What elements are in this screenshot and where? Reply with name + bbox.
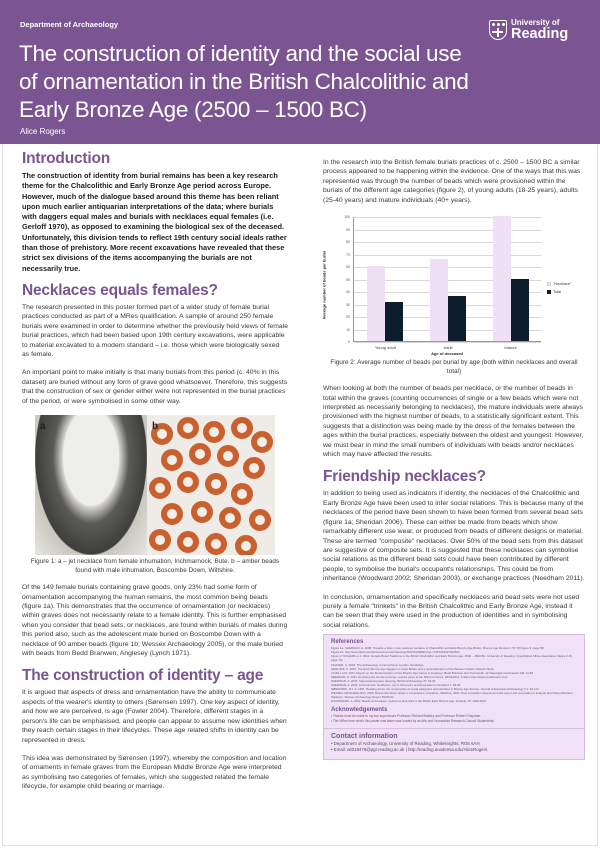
chart-x-tick: Young adult (374, 345, 396, 351)
reference-item: WESSEX ARCHAEOLOGY 2005. Boscombe Down phase V excavations, Amesbury, Wiltshire, 2004. Post excavation assessment and report and proposals for analysis and final publication. Salisbury: Wessex Archaeology Report 56240.02. (331, 691, 574, 700)
reference-item: GERLOFF, S. 1975. The Early Bronze Age daggers in Great Britain and a reconsideration of the Wessex Culture. Munich: Beck (331, 666, 494, 671)
chart-bar-necklace (367, 266, 385, 341)
reference-item: WOODWARD, A. 2002. Beads and beakers: heirlooms and relics in the British Early Bronze Age. Antiquity 76: 1040-1047. (331, 699, 487, 704)
right-paragraph-2: When looking at both the number of beads per necklace, or the number of beads in total within the graves (counting occurrences of single or a few beads which were not interpreted as necessarily belonging to necklaces), the mature individuals were always provisioned with the highest number of beads, to a statistically significant extent. This suggests that a distinction was being made by the dress of the females between the ages within the burial practices, especially between the oldest and youngest. However, we must bear in mind the small numbers of individuals with beads and/or necklaces which may have affected the results. (323, 385, 584, 459)
chart-y-tick: 40 (346, 290, 350, 295)
introduction-heading: Introduction (22, 150, 110, 167)
age-paragraph-1: It is argued that aspects of dress and ornamentation have the ability to communicate aspects of the wearer's identity to others (Sørensen 1997). One key aspect of identity, and how we are perceived, is age (Fowler 2004). Therefore, different stages in a person's life can be emphasised, and people can appear to assume new identities when they reach certain stages in their lifecycles. These age related shifts in identity can be represented in dress. (22, 689, 287, 744)
logo-line2: Reading (511, 26, 569, 42)
figure-2-bar-chart (323, 214, 585, 359)
chart-gridline (354, 342, 541, 343)
chart-bar-total (385, 302, 403, 341)
chart-bar-total (448, 296, 466, 341)
chart-y-tick: 0 (348, 340, 350, 345)
right-column (323, 158, 585, 760)
chart-x-axis-label: Age of deceased (431, 351, 463, 357)
chart-y-tick: 20 (346, 315, 350, 320)
jet-necklace-image (35, 415, 147, 555)
chart-gridline (354, 230, 541, 231)
legend-item-necklace: "Necklace" (547, 282, 571, 286)
reference-item: NEEDHAM, S. 2011. Enriching the female persona. Lecture given at the Rhind Lectures, 30/04/2011, 3.30pm http://www.scottishcast.com/ (331, 674, 508, 679)
chart-y-tick: 50 (346, 277, 350, 282)
chart-y-tick: 60 (346, 265, 350, 270)
chart-y-tick: 90 (346, 227, 350, 232)
reference-item: LYNCH, F.M. 1971. Report on the Re-Excavation of two Bronze Age Cairns in Anglesey: Bedd Branwen and Treiorwerth. Archaeologia Cambrensis 120: 11-83. (331, 670, 534, 675)
references-heading: References (331, 639, 364, 646)
chart-gridline (354, 217, 541, 218)
contact-section (324, 728, 584, 756)
reference-item: SHERIDAN, A. 2003. Supernatural power dressing. British Archaeology 70: 18-23 (331, 678, 436, 683)
logo-line1: University of (511, 18, 560, 27)
left-column (22, 150, 288, 801)
chart-bar-necklace (430, 259, 448, 342)
shield-icon (489, 20, 507, 40)
contact-address: • Department of Archaeology, University of Reading, Whiteknights, RG6 6AH (331, 741, 577, 747)
acknowledgements-heading: Acknowledgements (331, 707, 388, 714)
right-paragraph-1: In the research into the British female burials practices of c. 2500 – 1500 BC a similar process appeared to be happening within the evidence. One of the ways that this was represented was through the number of beads which were provisioned within the burials of the different age categories (figure 2), of young adults (18-25 years), adults (25-40 years) and mature individuals (40+ years). (323, 159, 581, 204)
acknowledgement-item: • Thanks must be made to my two supervisors Professor Richard Bradley and Professor Robert Chapman. (331, 714, 577, 719)
reference-item: FOWLER, C. 2004. The archaeology of personhood. London: Routledge (331, 662, 424, 667)
chart-y-tick: 80 (346, 240, 350, 245)
legend-item-total: Total (547, 290, 571, 294)
figure-2-caption: Figure 2: Average number of beads per burial by age (both within necklaces and overall total) (330, 359, 578, 375)
chart-plot-area (344, 215, 541, 351)
friendship-heading: Friendship necklaces? (323, 468, 486, 486)
necklaces-paragraph-2: An important point to make initially is that many burials from this period (c. 40% in this dataset) are buried without any form of grave good whatsoever. Therefore, this suggests that the construction of sex or gender either were not represented in the burial practices of the period, or were symbolised in some other way. (22, 369, 288, 405)
reference-item: SHERIDAN, A. 2006. Inchmarnock, Northpoint, cist 3. Discovery and Excavation in Scotland 7: 39-40 (331, 683, 461, 687)
references-list (331, 646, 577, 703)
department-label: Department of Archaeology (20, 20, 119, 29)
chart-bar-necklace (493, 216, 511, 341)
chart-y-axis-label: Average number of beads per burial (321, 251, 327, 320)
figure-1 (35, 415, 275, 555)
chart-y-tick: 10 (346, 327, 350, 332)
acknowledgement-item: • The MRes from which this poster was taken was funded by an Arts and Humanities Research Council Studentship. (331, 719, 577, 724)
figure-label-a: a (40, 421, 46, 433)
amber-beads-image (147, 415, 275, 555)
friendship-paragraph-1: In addition to being used as indicators if identity, the necklaces of the Chalcolithic and Early Bronze Age have been used to infer social relations. This is because many of the necklaces of the period have been shown to have been formed from several bead sets (figure 1a; Sheridan 2006). These can either be made from beads which show remarkably different use wear, or produced from beads of different designs or material. These are termed "composite" necklaces. Over 50% of the bead sets from this dataset are suggestive of composite sets. It is suggested that these necklaces can symbolise social relations as the different bead sets could have been contributed by different people, to symbolise the burial's occupant's relationships. This could be from inheritance (Woodward 2002; Sheridan 2003), or exchange practices (Needham 2011). (323, 490, 585, 583)
chart-y-tick: 70 (346, 252, 350, 257)
age-heading: The construction of identity – age (22, 667, 264, 685)
poster-title: The construction of identity and the social use of ornamentation in the British Chalcolithic and Early Bronze Age (2500 – 1500 BC) (19, 41, 469, 122)
reference-item: SØRENSEN, M.L.S. 1997. Reading dress: the construction of social categories and identities in Bronze Age Europe. Journal of European Archaeology 5.1: 93-114 (331, 687, 539, 692)
necklaces-paragraph-3: Of the 149 female burials containing grave goods, only 23% had some form of ornamentation accompanying the human remains, the most common being beads (figure 1a). This demonstrates that the occurrence of ornamentation (or necklaces) within graves does not necessarily relate to a female identity. This is further emphasised when you consider that bead sets, or necklaces, are found within burials of males during this period also, such as the adolescent male buried on Boscombe Down with a necklace of 90 amber beads (figure 1b; Wessex Archaeology 2005), or the male buried with beads from Bedd Branwen, Anglesey (Lynch 1971). (22, 584, 288, 658)
reference-item: Figure 1a: SHERIDAN, A. 2008. Towards a fuller, more nuanced narrative of Chalcolithic and Early Bronze Age Britain. Bronze Age Review 1: 57-78 (figure 3, page 66) (331, 646, 545, 651)
chart-legend (547, 282, 571, 298)
chart-gridline (354, 242, 541, 243)
age-paragraph-2: This idea was demonstrated by Sørensen (1997), whereby the composition and location of ornaments in female graves from the European Middle Bronze Age were interpreted as symbolising two categories of females, which she suggested related the female lifecycle, for example child bearing or marriage. (22, 754, 287, 791)
reference-item: Figure 2: ROGERS, A.J. 2011. Female Burial Traditions in the British Chalcolithic and Early Bronze Age, 2500 – 1500 BC. University of Reading: Unpublished MRes dissertation (figure 3.15, page 70) (331, 654, 573, 663)
figure-1-caption: Figure 1: a – jet necklace from female inhumation, Inchmarnock, Bute. b – amber beads found with male inhumation, Boscombe Down, Wiltshire. (30, 558, 280, 574)
poster-header (0, 0, 600, 144)
chart-x-tick: Mature (504, 345, 517, 351)
introduction-text: The construction of identity from burial remains has been a key research theme for the Chalcolithic and Early Bronze Age period across Europe. However, much of the dialogue based around this theme has been reliant upon much earlier antiquarian interpretations of the data; where burials with daggers equal males and burials with necklaces equal females (i.e. Gerloff 1970), as opposed to examining the biological sex of the deceased. Unfortunately, this division tends to reflect 19th century social ideals rather than those of prehistory. More recent excavations have revealed that these strict sex divisions of the items accompanying the burials are not necessarily true. (22, 171, 287, 273)
university-logo (489, 19, 568, 42)
references-box (323, 634, 585, 760)
chart-x-tick: Adult (443, 345, 453, 351)
contact-email-link[interactable]: • Email: wt018476@pgr.reading.ac.uk | http://reading.academia.edu/AliceRogers (331, 747, 577, 753)
chart-y-tick: 100 (344, 215, 350, 220)
author-name: Alice Rogers (20, 127, 66, 136)
chart-y-tick: 30 (346, 302, 350, 307)
necklaces-paragraph-1: The research presented in this poster formed part of a wider study of female burial practices conducted as part of a MRes qualification. A sample of around 250 female burials were examined in order to determine whether the previously held views of female burial practices, which had been based upon 19th century excavations, were applicable to material excavated to a modern standard – i.e. those which were biologically sexed as female. (22, 303, 288, 358)
chart-bar-total (511, 279, 529, 342)
contact-heading: Contact information (331, 732, 398, 740)
necklaces-heading: Necklaces equals females? (22, 281, 218, 299)
reference-item: Figure 1b: http://www.flickr.com/photos/wessexarchaeology/5013319968/in/set-72157624927942603 (331, 650, 460, 655)
chart-gridline (354, 255, 541, 256)
friendship-paragraph-2: In conclusion, ornamentation and specifically necklaces and bead sets were not used purely a female "trinkets" in the British Chalcolithic and Early Bronze Age, instead it can be seen that they were used in the production of identities and in symbolising social relations. (323, 593, 580, 629)
figure-label-b: b (152, 421, 159, 433)
